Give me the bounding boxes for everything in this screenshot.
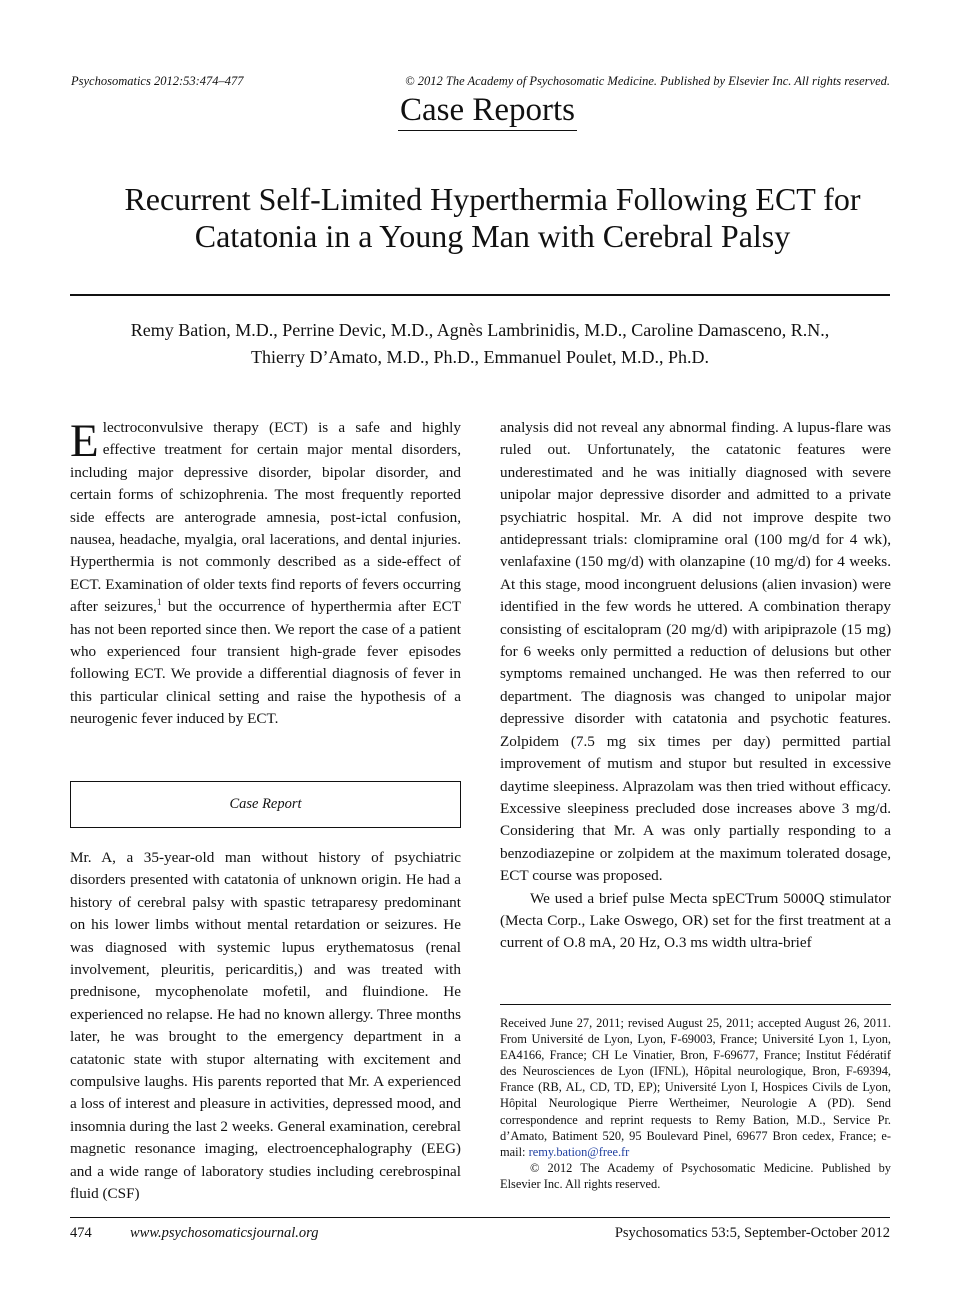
footnote-divider [500, 1004, 891, 1005]
case-report-heading-box [70, 781, 461, 828]
footnote-text: Received June 27, 2011; revised August 25, 2011; accepted August 26, 2011. From Université de Lyon, Lyon, F-69003, France; Université Lyon 1, Lyon, EA4166, France; CH Le Vinatier, Bron, F-69677, France; Institut Fédératif des Neurosciences de Lyon (IFNL), Hôpital neurologique, Bron, F-69394, France (RB, AL, CD, TD, EP); Université Lyon I, Hospices Civils de Lyon, Hôpital Neurologique Pierre Wertheimer, Neurologie A (PD). Send correspondence and reprint requests to Remy Bation, M.D., Service Pr. d’Amato, Batiment 520, 95 Boulevard Pinel, 69677 Bron cedex, France; e-mail: [500, 1016, 891, 1159]
footnote-received [500, 1015, 891, 1160]
article-title [90, 181, 895, 255]
author-list [70, 317, 890, 371]
page-number: 474 [70, 1225, 92, 1241]
title-divider [70, 294, 890, 296]
case-column-right [500, 417, 891, 955]
section-label-text: Case Reports [398, 92, 577, 131]
intro-column [70, 417, 461, 731]
article-footnote [500, 1015, 891, 1192]
case-paragraph-3: We used a brief pulse Mecta spECTrum 5000Q stimulator (Mecta Corp., Lake Oswego, OR) set for the first treatment at a current of O.8 mA, 20 Hz, O.3 ms width ultra-brief [500, 889, 891, 952]
authors-line-2: Thierry D’Amato, M.D., Ph.D., Emmanuel Poulet, M.D., Ph.D. [251, 347, 709, 367]
case-paragraph-1: Mr. A, a 35-year-old man without history of psychiatric disorders presented with catatonia of unknown origin. He had a history of cerebral palsy with spastic tetraparesy predominant on his lower limbs without mental retardation or seizures. He was diagnosed with systemic lupus erythematosus (renal involvement, pleuritis, pericarditis,) and was treated with prednisone, mycophenolate mofetil, and fluindione. He experienced no relapse. He had no known allergy. Three months later, he was brought to the emergency department in a catatonic state with stupor alternating with excitement and compulsive laughs. His parents reported that Mr. A experienced a loss of interest and pleasure in activities, depressed mood, and insomnia during the last 2 weeks. General examination, cerebral magnetic resonance imaging, electroencephalography (EEG) and a wide range of laboratory studies including cerebrospinal fluid (CSF) [70, 849, 461, 1203]
intro-paragraph [70, 417, 461, 731]
intro-text-a: lectroconvulsive therapy (ECT) is a safe and highly effective treatment for certain major mental disorders, including major depressive disorder, bipolar disorder, and certain forms of schizophrenia. The most frequently reported side effects are anterograde amnesia, post-ictal confusion, nausea, headache, myalgia, oral lacerations, and dental injuries. Hyperthermia is not commonly described as a side-effect of ECT. Examination of older texts find reports of fevers occurring after seizures, [70, 419, 461, 616]
authors-line-1: Remy Bation, M.D., Perrine Devic, M.D., Agnès Lambrinidis, M.D., Caroline Damasceno, R.N., [130, 320, 830, 340]
title-line-2: Catatonia in a Young Man with Cerebral Palsy [194, 218, 791, 254]
case-report-heading: Case Report [229, 796, 302, 812]
journal-issue: Psychosomatics 53:5, September-October 2012 [614, 1225, 890, 1241]
drop-cap: E [70, 415, 99, 467]
case-column-left [70, 847, 461, 1206]
running-header-copyright: © 2012 The Academy of Psychosomatic Medicine. Published by Elsevier Inc. All rights reserved. [405, 74, 890, 88]
email-link[interactable]: remy.bation@free.fr [528, 1144, 630, 1159]
reference-1-link[interactable]: 1 [156, 597, 162, 608]
journal-website-link[interactable]: www.psychosomaticsjournal.org [130, 1225, 319, 1241]
case-paragraph-2: analysis did not reveal any abnormal finding. A lupus-flare was ruled out. Unfortunately, the catatonic features were underestimated and he was initially diagnosed with severe unipolar major depressive disorder and admitted to a private psychiatric hospital. Mr. A did not improve despite two antidepressant trials: clomipramine oral (100 mg/d for 4 wk), venlafaxine (150 mg/d) with olanzapine (10 mg/d) for 4 weeks. At this stage, mood incongruent delusions (alien invasion) were identified in the few words he uttered. A combination therapy consisting of escitalopram (20 mg/d) with aripiprazole (15 mg) for 6 weeks only permitted a reduction of delusions but other symptoms remained unchanged. He was then referred to our department. The diagnosis was changed to unipolar major depressive disorder with catatonia and psychotic features. Zolpidem (7.5 mg six times per day) permitted partial improvement of mutism and stupor but resulted in excessive daytime sleepiness. Alprazolam was then tried without efficacy. Excessive sleepiness precluded dose increases above 3 mg/d. Considering that Mr. A was only partially responding to a benzodiazepine or zolpidem at the maximum tolerated dosage, ECT course was proposed. [500, 419, 891, 885]
running-header-citation: Psychosomatics 2012:53:474–477 [71, 74, 244, 88]
title-line-1: Recurrent Self-Limited Hyperthermia Following ECT for [124, 181, 861, 217]
intro-text-b: but the occurrence of hyperthermia after ECT has not been reported since then. We report the case of a patient who experienced four transient high-grade fever episodes following ECT. We provide a differential diagnosis of fever in this particular clinical setting and raise the hypothesis of a neurogenic fever induced by ECT. [70, 598, 462, 728]
section-label [0, 92, 975, 129]
footnote-copyright: © 2012 The Academy of Psychosomatic Medicine. Published by Elsevier Inc. All rights reserved. [500, 1160, 891, 1191]
footer-divider [70, 1217, 890, 1218]
